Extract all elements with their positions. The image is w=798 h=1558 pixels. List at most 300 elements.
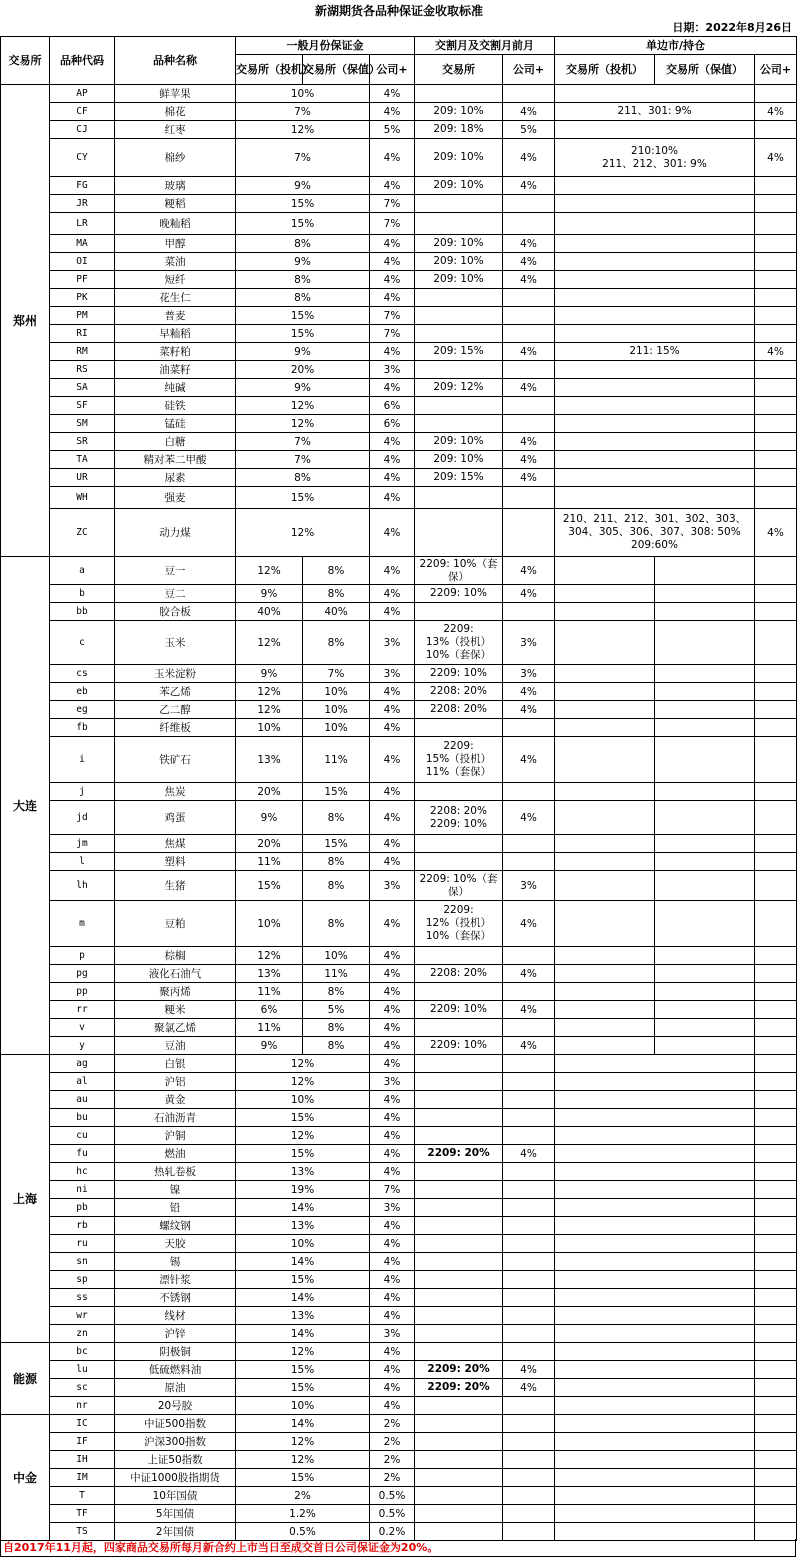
exchange-name: 中金 xyxy=(1,1415,50,1541)
delivery-company xyxy=(503,1523,555,1541)
margin-spec: 20% xyxy=(236,835,303,853)
delivery-company: 3% xyxy=(503,621,555,665)
table-row xyxy=(1,783,797,801)
delivery-margin xyxy=(415,397,503,415)
margin-exchange: 9% xyxy=(236,253,370,271)
product-name: 硅铁 xyxy=(115,397,236,415)
product-code: l xyxy=(50,853,115,871)
delivery-company xyxy=(503,1487,555,1505)
delivery-margin xyxy=(415,1289,503,1307)
delivery-company xyxy=(503,415,555,433)
unilateral-margin xyxy=(555,307,755,325)
margin-company: 3% xyxy=(370,621,415,665)
exchange-name: 能源 xyxy=(1,1343,50,1415)
margin-hedge: 15% xyxy=(303,835,370,853)
product-name: 锡 xyxy=(115,1253,236,1271)
table-row xyxy=(1,1307,797,1325)
product-code: CJ xyxy=(50,121,115,139)
product-name: 豆粕 xyxy=(115,901,236,947)
table-row xyxy=(1,1199,797,1217)
margin-company: 4% xyxy=(370,343,415,361)
margin-spec: 12% xyxy=(236,701,303,719)
table-row xyxy=(1,139,797,177)
unilateral-margin: 210:10% 211、212、301: 9% xyxy=(555,139,755,177)
product-name: 塑料 xyxy=(115,853,236,871)
unilateral-spec xyxy=(555,719,655,737)
table-row xyxy=(1,1343,797,1361)
unilateral-margin xyxy=(555,1073,755,1091)
margin-hedge: 8% xyxy=(303,871,370,901)
unilateral-company xyxy=(755,1127,797,1145)
margin-exchange: 14% xyxy=(236,1199,370,1217)
unilateral-hedge xyxy=(655,901,755,947)
unilateral-hedge xyxy=(655,835,755,853)
delivery-margin xyxy=(415,509,503,557)
date-label: 日期：2022年8月26日 xyxy=(672,21,792,34)
delivery-company xyxy=(503,1127,555,1145)
table-row xyxy=(1,965,797,983)
margin-spec: 13% xyxy=(236,965,303,983)
unilateral-margin xyxy=(555,121,755,139)
table-row xyxy=(1,1109,797,1127)
unilateral-company xyxy=(755,451,797,469)
margin-exchange: 9% xyxy=(236,343,370,361)
unilateral-margin xyxy=(555,1451,755,1469)
unilateral-company xyxy=(755,1451,797,1469)
unilateral-spec xyxy=(555,585,655,603)
table-row xyxy=(1,621,797,665)
delivery-company: 4% xyxy=(503,103,555,121)
product-name: 20号胶 xyxy=(115,1397,236,1415)
delivery-margin xyxy=(415,1163,503,1181)
unilateral-spec xyxy=(555,983,655,1001)
margin-company: 4% xyxy=(370,947,415,965)
unilateral-hedge xyxy=(655,557,755,585)
delivery-margin xyxy=(415,853,503,871)
unilateral-spec xyxy=(555,701,655,719)
delivery-margin xyxy=(415,783,503,801)
unilateral-company xyxy=(755,379,797,397)
header-uni-hedge: 交易所（保值） xyxy=(655,55,755,85)
unilateral-margin xyxy=(555,1289,755,1307)
product-name: 铅 xyxy=(115,1199,236,1217)
product-name: 铁矿石 xyxy=(115,737,236,783)
product-name: 乙二醇 xyxy=(115,701,236,719)
delivery-company xyxy=(503,1451,555,1469)
product-name: 菜油 xyxy=(115,253,236,271)
product-name: 5年国债 xyxy=(115,1505,236,1523)
unilateral-margin xyxy=(555,379,755,397)
unilateral-margin xyxy=(555,451,755,469)
unilateral-hedge xyxy=(655,621,755,665)
table-row xyxy=(1,1127,797,1145)
header-name: 品种名称 xyxy=(115,37,236,85)
delivery-margin: 2209: 10% xyxy=(415,585,503,603)
unilateral-company xyxy=(755,271,797,289)
unilateral-company xyxy=(755,1379,797,1397)
delivery-margin: 2209: 15%（投机） 11%（套保） xyxy=(415,737,503,783)
delivery-company xyxy=(503,1163,555,1181)
unilateral-company xyxy=(755,177,797,195)
unilateral-margin xyxy=(555,85,755,103)
exchange-name: 郑州 xyxy=(1,85,50,557)
product-name: 尿素 xyxy=(115,469,236,487)
table-row xyxy=(1,85,797,103)
delivery-company xyxy=(503,487,555,509)
margin-exchange: 14% xyxy=(236,1325,370,1343)
margin-company: 4% xyxy=(370,1109,415,1127)
margin-exchange: 8% xyxy=(236,469,370,487)
delivery-company xyxy=(503,1073,555,1091)
unilateral-spec xyxy=(555,1037,655,1055)
header-exch-hedge: 交易所（保值） xyxy=(303,55,370,85)
product-code: FG xyxy=(50,177,115,195)
unilateral-margin xyxy=(555,1055,755,1073)
delivery-margin xyxy=(415,1271,503,1289)
product-name: 短纤 xyxy=(115,271,236,289)
table-row xyxy=(1,1235,797,1253)
delivery-margin: 209: 18% xyxy=(415,121,503,139)
margin-spec: 12% xyxy=(236,683,303,701)
product-name: 苯乙烯 xyxy=(115,683,236,701)
table-row xyxy=(1,1325,797,1343)
delivery-margin xyxy=(415,85,503,103)
delivery-company xyxy=(503,325,555,343)
unilateral-company xyxy=(755,1073,797,1091)
delivery-company: 4% xyxy=(503,1361,555,1379)
table-row xyxy=(1,1397,797,1415)
table-row xyxy=(1,397,797,415)
table-row xyxy=(1,1055,797,1073)
margin-company: 4% xyxy=(370,433,415,451)
delivery-company xyxy=(503,983,555,1001)
delivery-margin: 2209: 10% xyxy=(415,1001,503,1019)
unilateral-margin xyxy=(555,325,755,343)
table-row xyxy=(1,1163,797,1181)
margin-company: 4% xyxy=(370,683,415,701)
delivery-company xyxy=(503,1469,555,1487)
delivery-company xyxy=(503,1181,555,1199)
product-name: 10年国债 xyxy=(115,1487,236,1505)
delivery-company xyxy=(503,1217,555,1235)
unilateral-spec xyxy=(555,603,655,621)
table-row xyxy=(1,103,797,121)
delivery-company xyxy=(503,213,555,235)
product-name: 晚籼稻 xyxy=(115,213,236,235)
unilateral-margin xyxy=(555,1379,755,1397)
margin-spec: 11% xyxy=(236,853,303,871)
product-code: zn xyxy=(50,1325,115,1343)
unilateral-company xyxy=(755,1325,797,1343)
unilateral-hedge xyxy=(655,965,755,983)
margin-company: 3% xyxy=(370,665,415,683)
table-row xyxy=(1,1253,797,1271)
unilateral-margin xyxy=(555,195,755,213)
margin-exchange: 15% xyxy=(236,307,370,325)
product-name: 白糖 xyxy=(115,433,236,451)
margin-exchange: 19% xyxy=(236,1181,370,1199)
delivery-margin xyxy=(415,307,503,325)
margin-company: 4% xyxy=(370,603,415,621)
margin-company: 4% xyxy=(370,379,415,397)
unilateral-company xyxy=(755,1343,797,1361)
delivery-margin xyxy=(415,1055,503,1073)
margin-spec: 20% xyxy=(236,783,303,801)
delivery-company: 4% xyxy=(503,965,555,983)
delivery-company xyxy=(503,85,555,103)
product-name: 原油 xyxy=(115,1379,236,1397)
delivery-margin xyxy=(415,361,503,379)
product-name: 沪锌 xyxy=(115,1325,236,1343)
table-row xyxy=(1,1019,797,1037)
unilateral-spec xyxy=(555,801,655,835)
delivery-company: 4% xyxy=(503,1037,555,1055)
margin-exchange: 1.2% xyxy=(236,1505,370,1523)
unilateral-company xyxy=(755,1181,797,1199)
delivery-margin: 209: 10% xyxy=(415,103,503,121)
margin-company: 3% xyxy=(370,1199,415,1217)
table-row xyxy=(1,271,797,289)
unilateral-margin xyxy=(555,271,755,289)
delivery-margin xyxy=(415,1235,503,1253)
unilateral-margin xyxy=(555,1217,755,1235)
unilateral-hedge xyxy=(655,585,755,603)
unilateral-margin xyxy=(555,235,755,253)
header-general: 一般月份保证金 xyxy=(236,37,415,55)
table-row xyxy=(1,603,797,621)
product-code: PF xyxy=(50,271,115,289)
delivery-margin xyxy=(415,1127,503,1145)
margin-company: 4% xyxy=(370,253,415,271)
unilateral-margin: 211、301: 9% xyxy=(555,103,755,121)
unilateral-spec xyxy=(555,947,655,965)
margin-company: 4% xyxy=(370,835,415,853)
unilateral-margin xyxy=(555,253,755,271)
delivery-company: 4% xyxy=(503,379,555,397)
product-code: bb xyxy=(50,603,115,621)
unilateral-company xyxy=(755,361,797,379)
margin-spec: 11% xyxy=(236,1019,303,1037)
margin-company: 7% xyxy=(370,195,415,213)
margin-spec: 6% xyxy=(236,1001,303,1019)
unilateral-margin xyxy=(555,361,755,379)
delivery-company xyxy=(503,1505,555,1523)
delivery-company: 4% xyxy=(503,557,555,585)
product-code: ag xyxy=(50,1055,115,1073)
product-name: 棕榈 xyxy=(115,947,236,965)
delivery-margin xyxy=(415,1019,503,1037)
unilateral-company xyxy=(755,965,797,983)
product-name: 2年国债 xyxy=(115,1523,236,1541)
product-code: sp xyxy=(50,1271,115,1289)
table-row xyxy=(1,1037,797,1055)
header-code: 品种代码 xyxy=(50,37,115,85)
unilateral-margin xyxy=(555,1361,755,1379)
product-name: 豆油 xyxy=(115,1037,236,1055)
header-uni-spec: 交易所（投机） xyxy=(555,55,655,85)
unilateral-company xyxy=(755,737,797,783)
product-code: UR xyxy=(50,469,115,487)
unilateral-hedge xyxy=(655,683,755,701)
unilateral-hedge xyxy=(655,801,755,835)
margin-company: 3% xyxy=(370,361,415,379)
product-code: a xyxy=(50,557,115,585)
margin-exchange: 20% xyxy=(236,361,370,379)
unilateral-company xyxy=(755,1037,797,1055)
unilateral-spec xyxy=(555,665,655,683)
unilateral-company xyxy=(755,487,797,509)
table-row xyxy=(1,1523,797,1541)
product-code: IF xyxy=(50,1433,115,1451)
margin-company: 4% xyxy=(370,1037,415,1055)
margin-spec: 9% xyxy=(236,665,303,683)
table-row xyxy=(1,1433,797,1451)
margin-spec: 12% xyxy=(236,557,303,585)
product-code: TA xyxy=(50,451,115,469)
delivery-margin xyxy=(415,1109,503,1127)
margin-company: 4% xyxy=(370,1127,415,1145)
product-code: p xyxy=(50,947,115,965)
product-name: 早籼稻 xyxy=(115,325,236,343)
delivery-company xyxy=(503,289,555,307)
unilateral-spec xyxy=(555,965,655,983)
margin-company: 3% xyxy=(370,1073,415,1091)
margin-company: 4% xyxy=(370,1379,415,1397)
page-title: 新湖期货各品种保证金收取标准 xyxy=(314,4,483,18)
margin-exchange: 15% xyxy=(236,1271,370,1289)
product-name: 聚氯乙烯 xyxy=(115,1019,236,1037)
header-uni-company: 公司+ xyxy=(755,55,797,85)
margin-table xyxy=(0,36,797,1541)
unilateral-company xyxy=(755,397,797,415)
table-row xyxy=(1,451,797,469)
table-row xyxy=(1,415,797,433)
product-name: 菜籽粕 xyxy=(115,343,236,361)
table-row xyxy=(1,177,797,195)
delivery-margin: 209: 10% xyxy=(415,253,503,271)
delivery-company xyxy=(503,835,555,853)
product-name: 豆一 xyxy=(115,557,236,585)
margin-spec: 13% xyxy=(236,737,303,783)
margin-exchange: 7% xyxy=(236,139,370,177)
product-code: sc xyxy=(50,1379,115,1397)
table-row xyxy=(1,1451,797,1469)
unilateral-hedge xyxy=(655,719,755,737)
margin-hedge: 8% xyxy=(303,983,370,1001)
unilateral-spec xyxy=(555,901,655,947)
unilateral-spec xyxy=(555,871,655,901)
delivery-company: 3% xyxy=(503,665,555,683)
product-code: fu xyxy=(50,1145,115,1163)
product-name: 胶合板 xyxy=(115,603,236,621)
table-row xyxy=(1,557,797,585)
delivery-margin xyxy=(415,487,503,509)
unilateral-company xyxy=(755,801,797,835)
margin-company: 0.5% xyxy=(370,1505,415,1523)
delivery-company: 4% xyxy=(503,343,555,361)
product-name: 中证500指数 xyxy=(115,1415,236,1433)
delivery-company xyxy=(503,1325,555,1343)
delivery-margin xyxy=(415,1469,503,1487)
margin-exchange: 15% xyxy=(236,1361,370,1379)
margin-company: 7% xyxy=(370,325,415,343)
unilateral-company xyxy=(755,1055,797,1073)
unilateral-company xyxy=(755,835,797,853)
margin-exchange: 15% xyxy=(236,1109,370,1127)
unilateral-spec xyxy=(555,621,655,665)
unilateral-margin xyxy=(555,289,755,307)
unilateral-company xyxy=(755,665,797,683)
unilateral-company xyxy=(755,1415,797,1433)
product-code: lh xyxy=(50,871,115,901)
delivery-margin xyxy=(415,1523,503,1541)
table-row xyxy=(1,1469,797,1487)
product-name: 螺纹钢 xyxy=(115,1217,236,1235)
product-code: CF xyxy=(50,103,115,121)
margin-company: 2% xyxy=(370,1433,415,1451)
table-row xyxy=(1,1271,797,1289)
margin-exchange: 12% xyxy=(236,1343,370,1361)
margin-spec: 9% xyxy=(236,1037,303,1055)
table-row xyxy=(1,253,797,271)
delivery-company: 4% xyxy=(503,253,555,271)
unilateral-spec xyxy=(555,1019,655,1037)
margin-company: 4% xyxy=(370,1253,415,1271)
product-code: cu xyxy=(50,1127,115,1145)
unilateral-company xyxy=(755,195,797,213)
delivery-margin xyxy=(415,1307,503,1325)
table-row xyxy=(1,1073,797,1091)
unilateral-spec xyxy=(555,737,655,783)
margin-company: 4% xyxy=(370,585,415,603)
table-row xyxy=(1,361,797,379)
unilateral-company xyxy=(755,1307,797,1325)
product-code: jm xyxy=(50,835,115,853)
delivery-margin xyxy=(415,1397,503,1415)
margin-company: 4% xyxy=(370,965,415,983)
table-row xyxy=(1,1181,797,1199)
margin-exchange: 7% xyxy=(236,451,370,469)
unilateral-margin: 211: 15% xyxy=(555,343,755,361)
unilateral-margin xyxy=(555,1199,755,1217)
margin-exchange: 15% xyxy=(236,1379,370,1397)
unilateral-company xyxy=(755,585,797,603)
margin-company: 4% xyxy=(370,235,415,253)
product-code: fb xyxy=(50,719,115,737)
product-code: WH xyxy=(50,487,115,509)
unilateral-company xyxy=(755,325,797,343)
product-name: 低硫燃料油 xyxy=(115,1361,236,1379)
product-code: rr xyxy=(50,1001,115,1019)
product-code: eg xyxy=(50,701,115,719)
table-row xyxy=(1,853,797,871)
unilateral-company xyxy=(755,1271,797,1289)
unilateral-company xyxy=(755,253,797,271)
margin-hedge: 8% xyxy=(303,1037,370,1055)
delivery-company xyxy=(503,1091,555,1109)
unilateral-company xyxy=(755,1505,797,1523)
product-code: j xyxy=(50,783,115,801)
unilateral-company: 4% xyxy=(755,139,797,177)
unilateral-company xyxy=(755,433,797,451)
delivery-margin: 209: 15% xyxy=(415,343,503,361)
delivery-company xyxy=(503,1253,555,1271)
margin-hedge: 40% xyxy=(303,603,370,621)
margin-company: 5% xyxy=(370,121,415,139)
margin-exchange: 15% xyxy=(236,1145,370,1163)
table-row xyxy=(1,947,797,965)
delivery-margin xyxy=(415,1487,503,1505)
